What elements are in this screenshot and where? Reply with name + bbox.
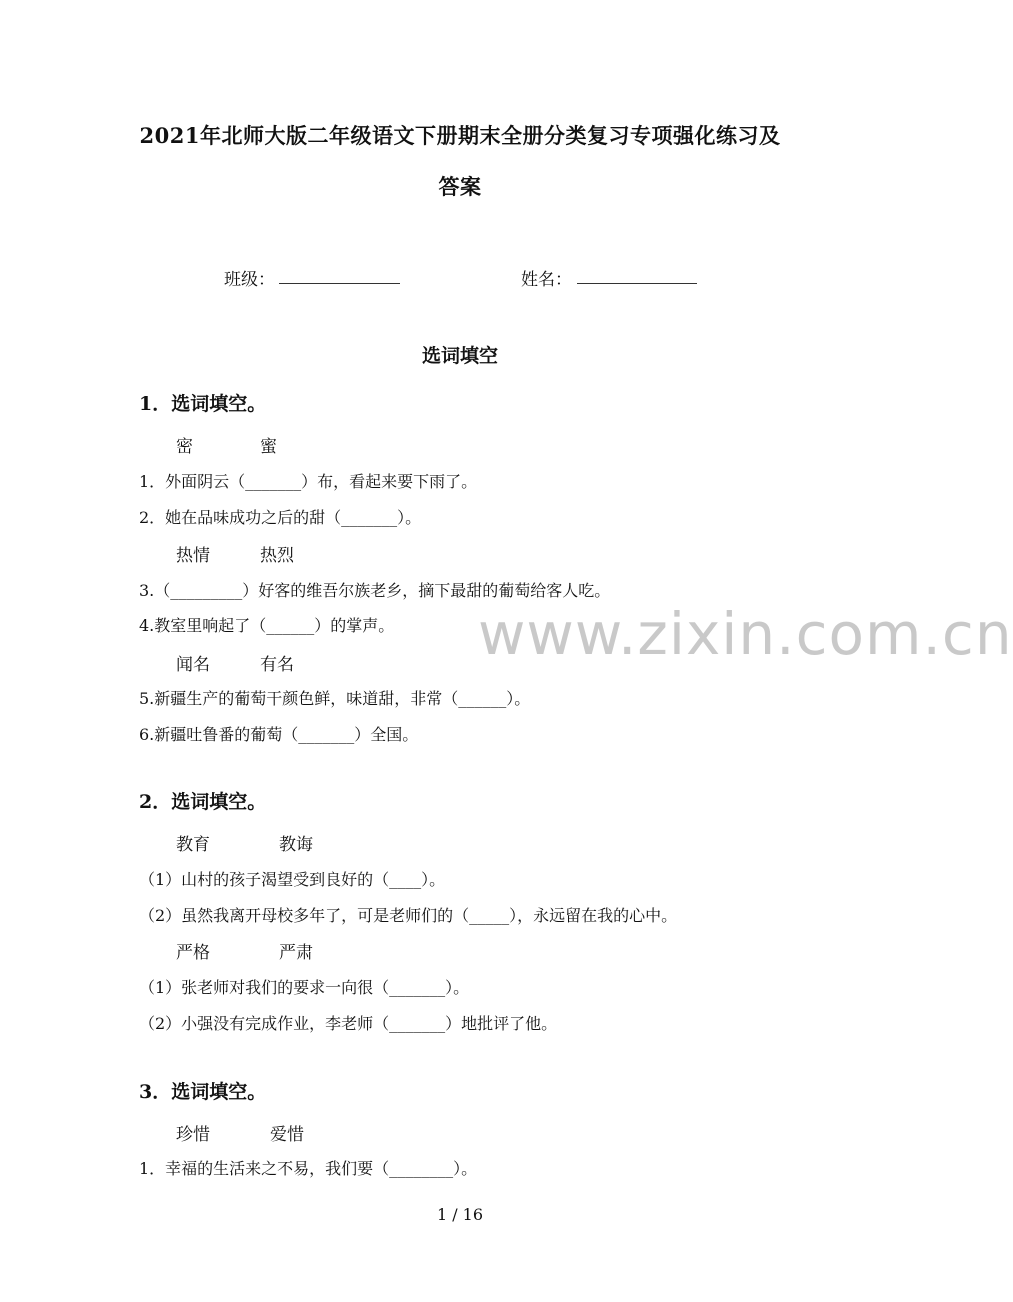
question-heading: 1．选词填空。 [139,393,267,415]
name-blank[interactable] [577,283,697,284]
exercise-line: （1）山村的孩子渴望受到良好的（____）。 [139,870,446,889]
page-number: 1 / 16 [436,1205,484,1224]
class-blank[interactable] [279,283,400,284]
section-title: 选词填空 [421,345,498,367]
exercise-line: （2）小强没有完成作业，李老师（_______）地批评了他。 [139,1014,558,1033]
document-title-line-1: 2021年北师大版二年级语文下册期末全册分类复习专项强化练习及 [139,123,781,148]
exercise-line: 1．外面阴云（_______）布，看起来要下雨了。 [139,472,478,491]
word-choice: 教育 [176,835,210,855]
word-choice: 有名 [260,655,294,675]
exercise-line: 5.新疆生产的葡萄干颜色鲜，味道甜，非常（______）。 [139,689,531,708]
word-choice: 热情 [176,546,210,566]
class-label: 班级： [224,270,275,290]
exercise-line: 4.教室里响起了（______）的掌声。 [139,616,395,635]
question-heading: 2．选词填空。 [139,791,267,813]
exercise-line: 2．她在品味成功之后的甜（_______）。 [139,508,422,527]
document-title-line-2: 答案 [438,174,482,199]
exercise-line: （1）张老师对我们的要求一向很（_______）。 [139,978,470,997]
word-choice: 严肃 [279,943,313,963]
exercise-line: （2）虽然我离开母校多年了，可是老师们的（_____），永远留在我的心中。 [139,906,678,925]
exercise-line: 6.新疆吐鲁番的葡萄（_______）全国。 [139,725,419,744]
word-choice: 严格 [176,943,210,963]
exercise-line: 1．幸福的生活来之不易，我们要（________）。 [139,1159,478,1178]
watermark: www.zixin.com.cn [478,600,1013,668]
question-heading: 3．选词填空。 [139,1081,267,1103]
word-choice: 爱惜 [270,1125,304,1145]
exercise-line: 3.（_________）好客的维吾尔族老乡，摘下最甜的葡萄给客人吃。 [139,581,611,600]
word-choice: 珍惜 [176,1125,210,1145]
word-choice: 热烈 [260,546,294,566]
word-choice: 蜜 [260,437,277,457]
word-choice: 教诲 [279,835,313,855]
word-choice: 密 [176,437,193,457]
name-label: 姓名： [521,270,572,290]
word-choice: 闻名 [176,655,210,675]
